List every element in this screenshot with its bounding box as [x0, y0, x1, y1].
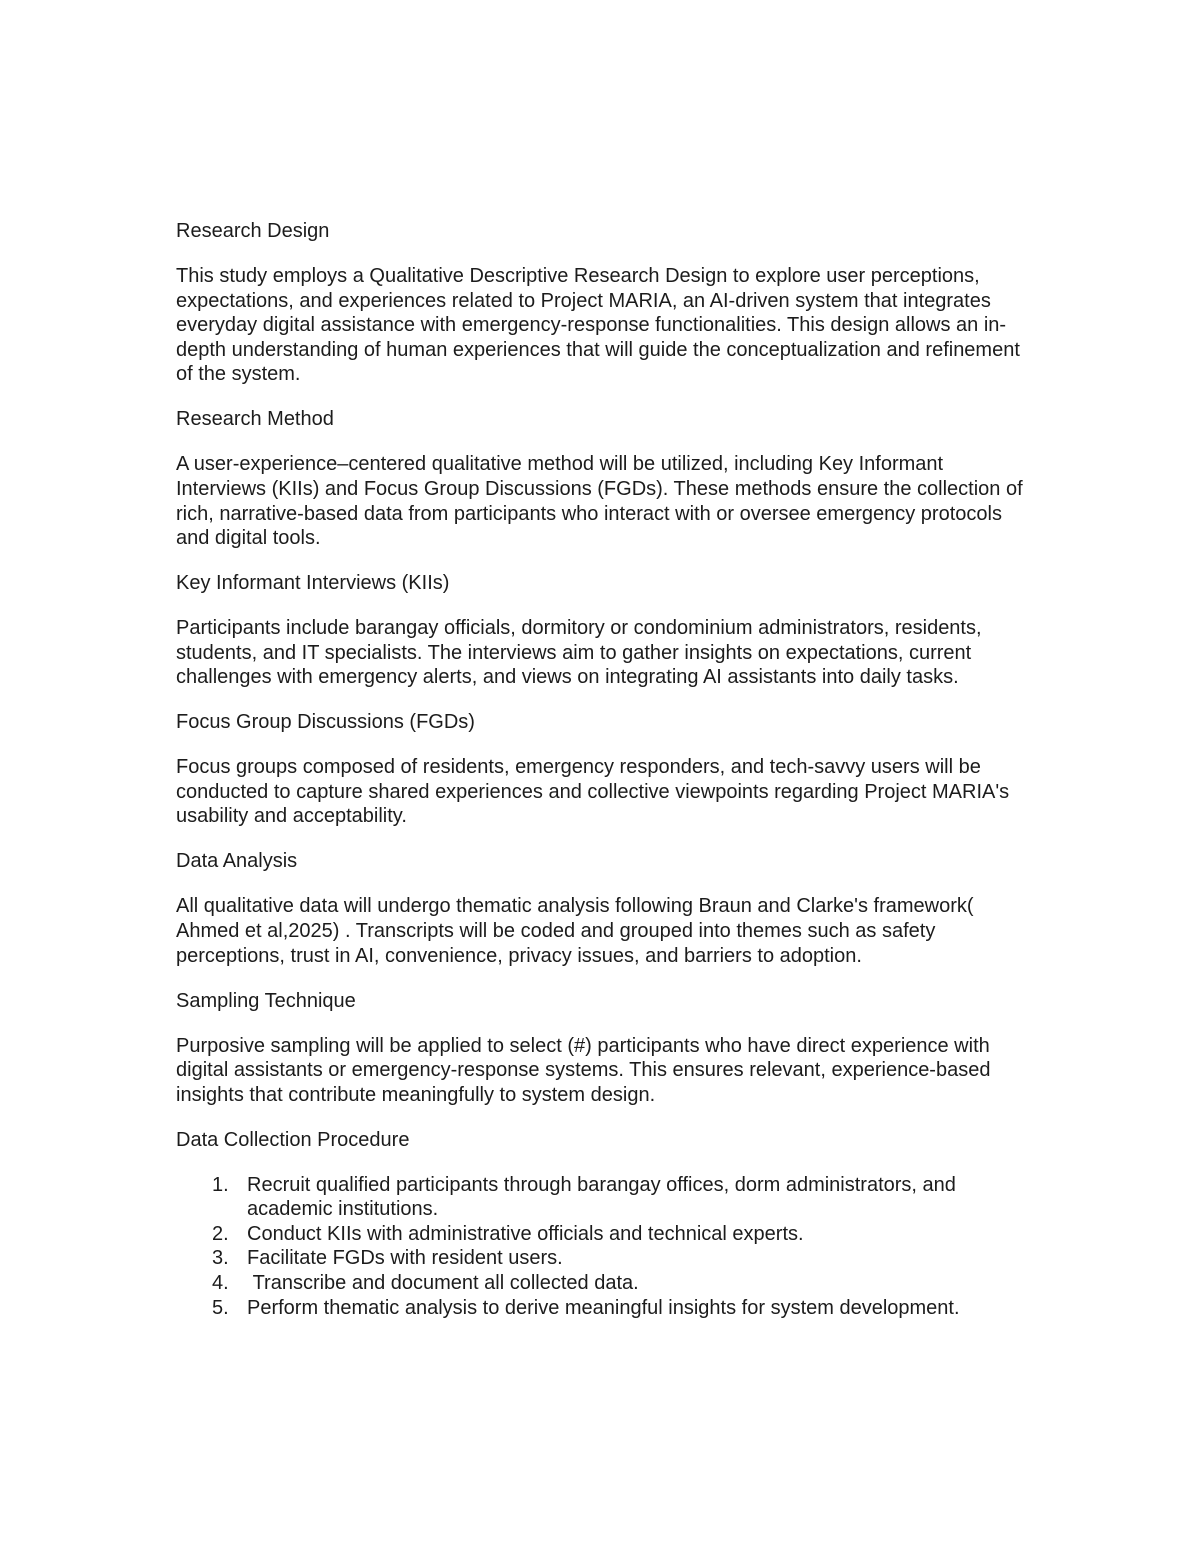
section-heading-data-analysis: Data Analysis: [176, 850, 298, 873]
list-item-number: 3.: [212, 1247, 229, 1270]
list-item-number: 4.: [212, 1272, 229, 1295]
section-heading-fgd: Focus Group Discussions (FGDs): [176, 711, 475, 734]
list-item-number: 1.: [212, 1173, 229, 1196]
section-heading-research-design: Research Design: [176, 220, 330, 242]
section-heading-kii: Key Informant Interviews (KIIs): [176, 572, 450, 595]
list-item-number: 5.: [212, 1296, 229, 1319]
section-heading-sampling: Sampling Technique: [176, 989, 356, 1012]
list-item-text: Facilitate FGDs with resident users.: [247, 1247, 563, 1270]
list-item-text: Recruit qualified participants through barangay offices, dorm administrators, and academic institutions.: [247, 1173, 956, 1221]
list-item: [176, 1222, 1036, 1247]
data-analysis-paragraph: All qualitative data will undergo thematic analysis following Braun and Clarke's framework( Ahmed et al,2025) . Transcripts will be coded and grouped into themes such as safety perceptions, trust in AI, convenience, privacy issues, and barriers to adoption.: [176, 895, 974, 967]
list-item: [176, 1271, 1036, 1296]
research-design-paragraph: This study employs a Qualitative Descriptive Research Design to explore user perceptions, expectations, and experiences related to Project MARIA, an AI-driven system that integrates everyday digital assistance with emergency-response functionalities. This design allows an in-depth understanding of human experiences that will guide the conceptualization and refinement of the system.: [176, 264, 1020, 386]
list-item: [176, 1296, 1036, 1321]
procedure-list: [176, 1173, 1036, 1321]
list-item-number: 2.: [212, 1222, 229, 1245]
list-item: [176, 1246, 1036, 1271]
kii-paragraph: Participants include barangay officials, dormitory or condominium administrators, residents, students, and IT specialists. The interviews aim to gather insights on expectations, current challenges with emergency alerts, and views on integrating AI assistants into daily tasks.: [176, 617, 982, 689]
sampling-paragraph: Purposive sampling will be applied to select (#) participants who have direct experience with digital assistants or emergency-response systems. This ensures relevant, experience-based insights that contribute meaningfully to system design.: [176, 1034, 991, 1106]
list-item-text: Perform thematic analysis to derive meaningful insights for system development.: [247, 1296, 960, 1319]
section-heading-procedure: Data Collection Procedure: [176, 1128, 410, 1151]
document-page: [176, 219, 1036, 1320]
fgd-paragraph: Focus groups composed of residents, emergency responders, and tech-savvy users will be conducted to capture shared experiences and collective viewpoints regarding Project MARIA's usability and acceptability.: [176, 756, 1010, 828]
research-method-paragraph: A user-experience–centered qualitative method will be utilized, including Key Informant Interviews (KIIs) and Focus Group Discussions (FGDs). These methods ensure the collection of rich, narrative-based data from participants who interact with or oversee emergency protocols and digital tools.: [176, 453, 1023, 550]
list-item-text: Conduct KIIs with administrative officials and technical experts.: [247, 1222, 804, 1245]
list-item: [176, 1173, 1036, 1222]
section-heading-research-method: Research Method: [176, 408, 334, 431]
list-item-text: Transcribe and document all collected data.: [247, 1272, 639, 1295]
